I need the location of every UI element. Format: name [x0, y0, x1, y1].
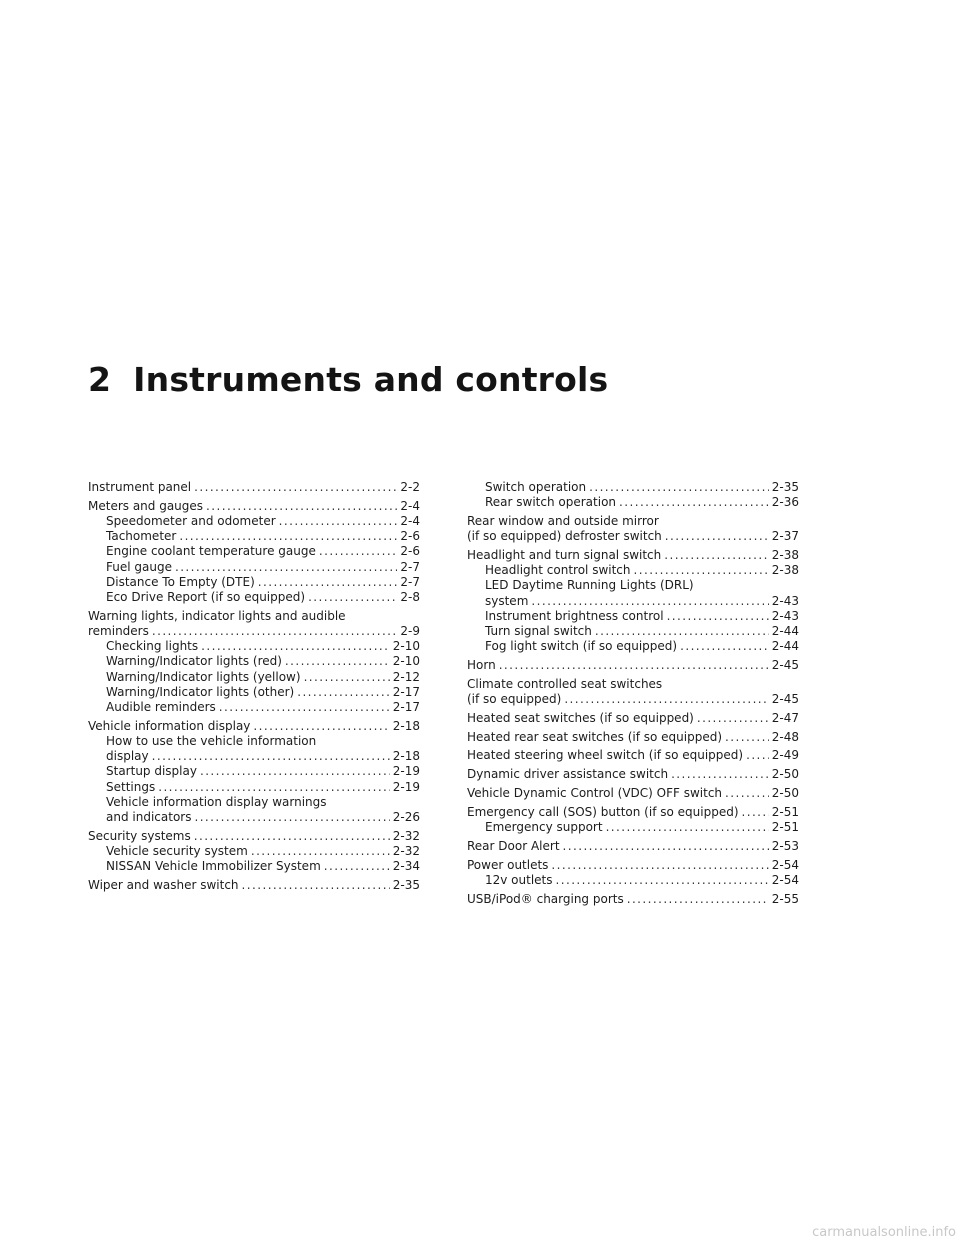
toc-entry[interactable]: [467, 873, 799, 888]
toc-entry[interactable]: [88, 700, 420, 715]
toc-entry-page-number: 2-50: [771, 767, 799, 782]
toc-entry-page-number: 2-4: [400, 514, 420, 528]
dot-leader: [725, 730, 769, 745]
toc-entry-row: [485, 609, 799, 624]
toc-entry-label: Eco Drive Report (if so equipped): [106, 590, 306, 605]
toc-entry-row: [88, 829, 420, 844]
toc-entry[interactable]: [467, 711, 799, 726]
dot-leader: [556, 873, 769, 888]
dot-leader: [200, 764, 390, 779]
toc-entry[interactable]: [467, 639, 799, 654]
toc-entry-page-number: 2-35: [392, 878, 420, 893]
watermark: carmanualsonline.info: [812, 1225, 956, 1240]
toc-entry-row: [485, 624, 799, 639]
dot-leader: [304, 670, 390, 685]
toc-entry-label: Power outlets: [467, 857, 549, 872]
toc-entry-row: [106, 859, 420, 874]
dot-leader: [297, 685, 390, 700]
toc-entry-label: Security systems: [88, 828, 191, 843]
toc-entry-label-line: Vehicle information display warnings: [106, 794, 327, 809]
toc-entry-page-number: 2-43: [771, 608, 799, 623]
dot-leader: [152, 624, 398, 639]
toc-entry[interactable]: [88, 480, 420, 495]
toc-entry[interactable]: [88, 780, 420, 795]
toc-entry-label-line: Rear window and outside mirror: [467, 514, 659, 528]
toc-entry-row: [106, 844, 420, 859]
toc-entry[interactable]: [467, 820, 799, 835]
dot-leader: [258, 575, 398, 590]
toc-entry[interactable]: [88, 844, 420, 859]
toc-entry-page-number: 2-36: [771, 495, 799, 510]
dot-leader: [499, 658, 769, 673]
toc-entry-label-line: Climate controlled seat switches: [467, 676, 663, 691]
toc-entry-row: [88, 499, 420, 514]
toc-entry[interactable]: [88, 575, 420, 590]
toc-entry-label: Vehicle security system: [106, 844, 248, 859]
chapter-number: 2: [88, 360, 112, 399]
toc-entry[interactable]: [467, 892, 799, 907]
toc-entry-label: Emergency support: [485, 820, 603, 834]
toc-entry-label: system: [485, 593, 529, 608]
toc-entry-page-number: 2-45: [771, 692, 799, 707]
toc-entry-label: Vehicle information display: [88, 718, 251, 733]
toc-entry-label: (if so equipped) defroster switch: [467, 529, 662, 544]
toc-entry-row: [88, 719, 420, 734]
toc-entry[interactable]: [88, 499, 420, 514]
dot-leader: [201, 639, 390, 654]
toc-entry-label: Horn: [467, 658, 496, 673]
toc-entry-label-line: LED Daytime Running Lights (DRL): [485, 578, 694, 593]
toc-entry-page-number: 2-32: [392, 844, 420, 859]
toc-entry[interactable]: [88, 560, 420, 575]
toc-entry[interactable]: [88, 590, 420, 605]
toc-entry[interactable]: [88, 529, 420, 544]
toc-entry-page-number: 2-54: [771, 872, 799, 887]
toc-entry[interactable]: [88, 829, 420, 844]
toc-entry[interactable]: [467, 730, 799, 745]
toc-entry-label: Wiper and washer switch: [88, 878, 239, 893]
toc-entry-row: [485, 563, 799, 578]
toc-entry-row: [106, 639, 420, 654]
toc-entry-label: reminders: [88, 624, 149, 639]
toc-entry-page-number: 2-17: [392, 684, 420, 699]
toc-entry-label: Distance To Empty (DTE): [106, 574, 255, 589]
dot-leader: [194, 829, 390, 844]
toc-entry[interactable]: [467, 786, 799, 801]
toc-entry[interactable]: [467, 658, 799, 673]
toc-entry-page-number: 2-18: [392, 718, 420, 733]
toc-entry[interactable]: [467, 858, 799, 873]
dot-leader: [253, 719, 389, 734]
toc-entry[interactable]: [88, 734, 420, 764]
toc-entry-row: [485, 495, 799, 510]
toc-entry-label: Turn signal switch: [485, 624, 592, 639]
toc-entry-row: [467, 711, 799, 726]
toc-entry-label-line: Warning lights, indicator lights and audible: [88, 608, 346, 623]
dot-leader: [667, 609, 769, 624]
toc-entry[interactable]: [467, 839, 799, 854]
toc-entry-row: [467, 858, 799, 873]
chapter-title: [88, 360, 608, 399]
toc-entry-page-number: 2-49: [771, 748, 799, 763]
toc-entry-page-number: 2-18: [392, 749, 420, 764]
toc-entry-page-number: 2-2: [400, 480, 420, 494]
toc-entry-row: [106, 654, 420, 669]
toc-entry[interactable]: [467, 548, 799, 563]
toc-entry-row: [467, 658, 799, 673]
toc-entry-row: [467, 692, 799, 707]
dot-leader: [742, 805, 769, 820]
toc-entry[interactable]: [88, 654, 420, 669]
toc-entry-label: Speedometer and odometer: [106, 514, 276, 528]
dot-leader: [194, 810, 389, 825]
toc-entry-page-number: 2-6: [400, 544, 420, 559]
toc-entry-label: Heated seat switches (if so equipped): [467, 710, 694, 725]
toc-entry-page-number: 2-44: [771, 624, 799, 639]
toc-entry-row: [485, 873, 799, 888]
toc-entry-page-number: 2-51: [771, 820, 799, 834]
toc-entry-label: Dynamic driver assistance switch: [467, 767, 669, 782]
toc-entry-page-number: 2-53: [771, 838, 799, 853]
toc-entry-row: [106, 575, 420, 590]
toc-entry[interactable]: [88, 670, 420, 685]
toc-entry-label: (if so equipped): [467, 692, 562, 707]
dot-leader: [285, 654, 390, 669]
toc-entry-label: Audible reminders: [106, 700, 216, 715]
dot-leader: [531, 594, 768, 609]
toc-entry-label: Tachometer: [106, 529, 177, 544]
chapter-title-text: Instruments and controls: [133, 360, 609, 399]
toc-entry-row: [106, 670, 420, 685]
dot-leader: [619, 495, 769, 510]
dot-leader: [279, 514, 398, 529]
toc-entry-page-number: 2-54: [771, 857, 799, 872]
toc-entry-row: [485, 820, 799, 835]
toc-entry[interactable]: [467, 578, 799, 608]
dot-leader: [564, 692, 768, 707]
toc-entry-page-number: 2-44: [771, 639, 799, 654]
toc-entry-row: [467, 805, 799, 820]
toc-entry-label: Checking lights: [106, 639, 199, 654]
toc-entry-row: [106, 780, 420, 795]
dot-leader: [746, 748, 769, 763]
toc-entry-row: [467, 786, 799, 801]
toc-entry-label: and indicators: [106, 810, 192, 825]
toc-entry-row: [485, 480, 799, 495]
toc-entry-page-number: 2-17: [392, 700, 420, 715]
toc-entry-page-number: 2-50: [771, 786, 799, 800]
toc-entry-row: [88, 624, 420, 639]
toc-entry[interactable]: [88, 685, 420, 700]
dot-leader: [664, 548, 769, 563]
toc-entry-row: [88, 878, 420, 893]
toc-entry[interactable]: [88, 878, 420, 893]
toc-entry-page-number: 2-45: [771, 658, 799, 673]
toc-entry-label: Instrument panel: [88, 480, 192, 494]
toc-entry-label: Rear switch operation: [485, 495, 617, 510]
dot-leader: [671, 767, 769, 782]
toc-entry[interactable]: [467, 748, 799, 763]
toc-entry[interactable]: [88, 639, 420, 654]
toc-entry-page-number: 2-9: [400, 624, 420, 639]
toc-entry-label: Fog light switch (if so equipped): [485, 639, 678, 654]
toc-entry-page-number: 2-10: [392, 639, 420, 654]
dot-leader: [665, 529, 769, 544]
toc-entry-row: [467, 892, 799, 907]
toc-entry-label: Fuel gauge: [106, 559, 172, 574]
toc-entry[interactable]: [467, 805, 799, 820]
toc-entry-page-number: 2-34: [392, 859, 420, 874]
dot-leader: [697, 711, 769, 726]
dot-leader: [627, 892, 769, 907]
toc-entry-page-number: 2-7: [400, 574, 420, 589]
toc-entry[interactable]: [88, 719, 420, 734]
toc-entry-page-number: 2-37: [771, 529, 799, 544]
toc-entry-label: Headlight and turn signal switch: [467, 548, 662, 562]
toc-entry-row: [106, 560, 420, 575]
toc-entry[interactable]: [467, 495, 799, 510]
toc-entry-row: [467, 839, 799, 854]
dot-leader: [308, 590, 397, 605]
toc-entry[interactable]: [88, 795, 420, 825]
toc-entry-page-number: 2-32: [392, 828, 420, 843]
toc-entry-page-number: 2-51: [771, 804, 799, 819]
toc-entry-page-number: 2-6: [400, 529, 420, 544]
dot-leader: [634, 563, 769, 578]
toc-entry-row: [106, 810, 420, 825]
toc-entry-row: [467, 767, 799, 782]
toc-entry-row: [106, 529, 420, 544]
toc-entry[interactable]: [88, 859, 420, 874]
toc-entry-label: display: [106, 749, 149, 764]
toc-entry-page-number: 2-8: [400, 590, 420, 605]
dot-leader: [206, 499, 397, 514]
dot-leader: [242, 878, 390, 893]
toc-entry-page-number: 2-38: [771, 548, 799, 562]
toc-entry-page-number: 2-43: [771, 593, 799, 608]
toc-entry[interactable]: [467, 609, 799, 624]
dot-leader: [175, 560, 397, 575]
toc-entry-page-number: 2-55: [771, 891, 799, 906]
toc-entry[interactable]: [467, 514, 799, 544]
dot-leader: [680, 639, 769, 654]
toc-entry-label: Rear Door Alert: [467, 838, 560, 853]
toc-entry[interactable]: [88, 544, 420, 559]
toc-entry-row: [106, 764, 420, 779]
toc-entry-label: Instrument brightness control: [485, 608, 664, 623]
toc-entry-row: [467, 529, 799, 544]
toc-entry[interactable]: [88, 514, 420, 529]
dot-leader: [219, 700, 390, 715]
toc-entry[interactable]: [88, 764, 420, 779]
toc-entry-row: [106, 685, 420, 700]
dot-leader: [324, 859, 390, 874]
toc-entry-label: Vehicle Dynamic Control (VDC) OFF switch: [467, 786, 723, 800]
dot-leader: [251, 844, 390, 859]
toc-entry-row: [106, 514, 420, 529]
dot-leader: [563, 839, 769, 854]
toc-entry-page-number: 2-26: [392, 810, 420, 825]
dot-leader: [589, 480, 769, 495]
toc-entry-label: Heated rear seat switches (if so equipped): [467, 729, 723, 744]
toc-entry-row: [485, 594, 799, 609]
dot-leader: [606, 820, 769, 835]
dot-leader: [179, 529, 397, 544]
toc-entry-row: [467, 748, 799, 763]
toc-entry-label-line: How to use the vehicle information: [106, 734, 317, 749]
toc-entry-row: [485, 639, 799, 654]
toc-entry-row: [467, 730, 799, 745]
toc-entry-page-number: 2-47: [771, 710, 799, 725]
dot-leader: [595, 624, 769, 639]
toc-entry-label: Warning/Indicator lights (yellow): [106, 669, 301, 684]
toc-entry-label: Startup display: [106, 764, 197, 779]
toc-entry-row: [467, 548, 799, 563]
toc-entry-label: NISSAN Vehicle Immobilizer System: [106, 859, 321, 874]
toc-entry-label: Emergency call (SOS) button (if so equipped): [467, 804, 739, 819]
toc-entry-row: [106, 700, 420, 715]
toc-entry[interactable]: [467, 563, 799, 578]
toc-entry-label: Heated steering wheel switch (if so equipped): [467, 748, 744, 763]
toc-entry-page-number: 2-4: [400, 498, 420, 513]
toc-entry-page-number: 2-35: [771, 480, 799, 494]
toc-entry-row: [88, 480, 420, 495]
dot-leader: [152, 749, 390, 764]
toc-entry-row: [106, 749, 420, 764]
toc-entry[interactable]: [467, 767, 799, 782]
toc-entry-page-number: 2-12: [392, 669, 420, 684]
toc-entry[interactable]: [88, 609, 420, 639]
toc-entry-label: Meters and gauges: [88, 498, 204, 513]
toc-entry[interactable]: [467, 480, 799, 495]
toc-entry-page-number: 2-7: [400, 559, 420, 574]
dot-leader: [319, 544, 398, 559]
toc-entry[interactable]: [467, 677, 799, 707]
dot-leader: [551, 858, 768, 873]
toc-entry-label: Settings: [106, 779, 156, 794]
toc-entry-label: Headlight control switch: [485, 563, 631, 578]
toc-entry-label: Warning/Indicator lights (red): [106, 654, 282, 669]
toc-entry-label: Engine coolant temperature gauge: [106, 544, 316, 559]
toc-entry-row: [106, 544, 420, 559]
toc-entry-page-number: 2-19: [392, 764, 420, 779]
toc-entry-label: Warning/Indicator lights (other): [106, 684, 295, 699]
toc-entry-row: [106, 590, 420, 605]
toc-entry-label: 12v outlets: [485, 872, 553, 887]
toc-entry-page-number: 2-38: [771, 563, 799, 578]
toc-left-column: [88, 480, 420, 893]
dot-leader: [725, 786, 769, 801]
toc-entry-page-number: 2-10: [392, 654, 420, 669]
dot-leader: [194, 480, 397, 495]
toc-entry-label: USB/iPod® charging ports: [467, 891, 624, 906]
toc-entry-page-number: 2-19: [392, 779, 420, 794]
toc-entry-label: Switch operation: [485, 480, 587, 494]
toc-entry-page-number: 2-48: [771, 729, 799, 744]
dot-leader: [158, 780, 390, 795]
toc-right-column: [467, 480, 799, 907]
toc-entry[interactable]: [467, 624, 799, 639]
